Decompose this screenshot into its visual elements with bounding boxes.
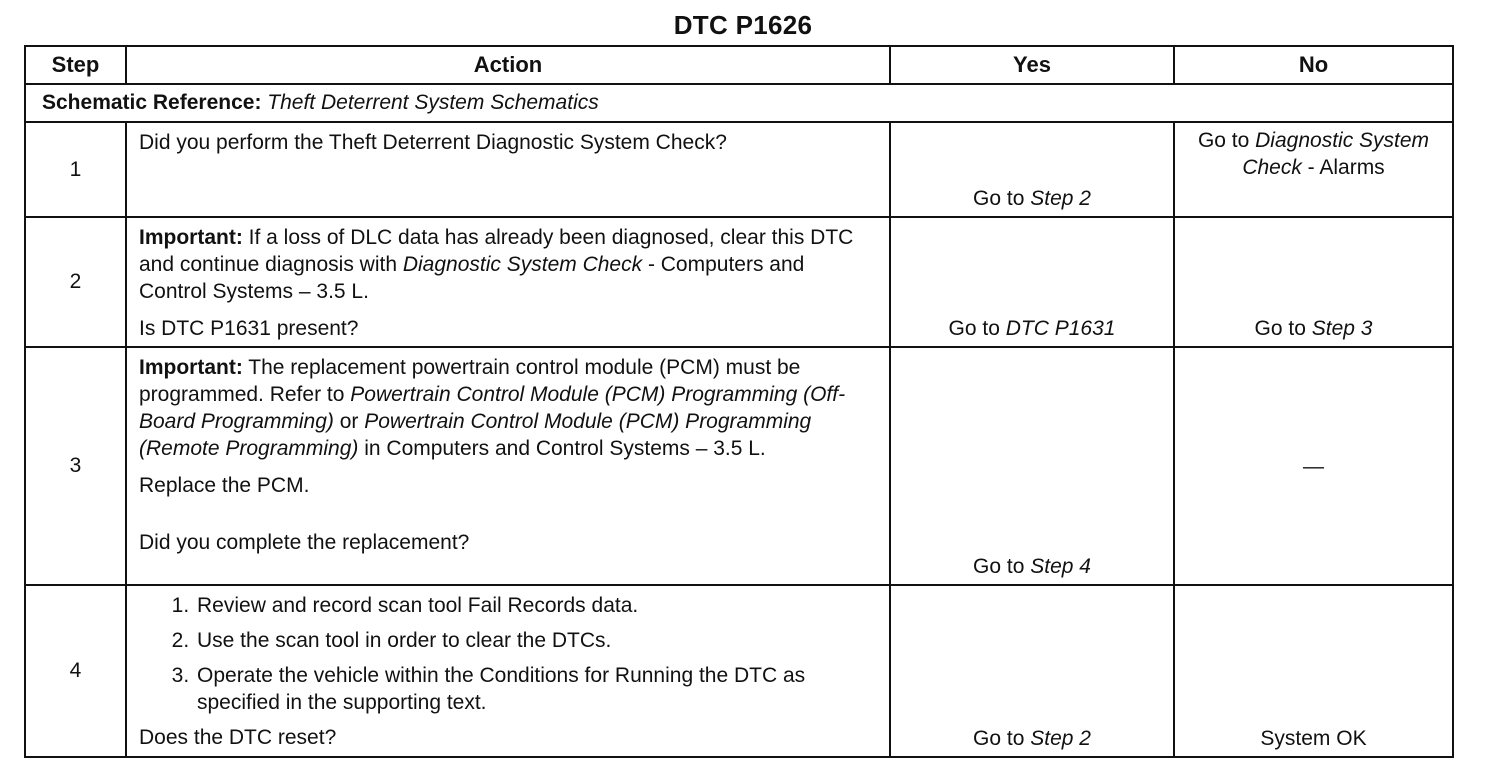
no-cell (1174, 347, 1453, 585)
question-text: Does the DTC reset? (139, 726, 337, 749)
important-link[interactable]: Diagnostic System Check (402, 253, 643, 276)
list-item: 1. Review and record scan tool Fail Records data. (195, 592, 877, 619)
no-suffix: - Alarms (1301, 156, 1385, 179)
list-item: 3. Operate the vehicle within the Conditions for Running the DTC as specified in the supporting text. (195, 662, 877, 716)
yes-link[interactable]: Step 4 (1030, 555, 1091, 578)
question-text: Did you complete the replacement? (139, 531, 470, 554)
step-number: 1 (25, 122, 126, 217)
yes-link[interactable]: Step 2 (1030, 187, 1091, 210)
schematic-label: Schematic Reference: (42, 91, 262, 114)
schematic-link[interactable]: Theft Deterrent System Schematics (267, 91, 599, 114)
no-prefix: Go to (1197, 129, 1256, 152)
action-cell (126, 122, 890, 217)
no-dash: — (1303, 454, 1324, 478)
yes-prefix: Go to (973, 555, 1031, 578)
action-cell (126, 347, 890, 585)
important-label: Important: (139, 356, 243, 379)
dtc-table (24, 45, 1454, 758)
procedure-list (139, 592, 877, 716)
table-row (25, 585, 1453, 757)
header-yes: Yes (890, 46, 1174, 84)
table-row (25, 347, 1453, 585)
step-number: 4 (25, 585, 126, 757)
schematic-row (25, 84, 1453, 122)
important-link-remote[interactable]: Powertrain Control Module (PCM) Programming (Remote Programming) (139, 410, 812, 460)
no-link[interactable]: Step 3 (1311, 317, 1373, 340)
no-cell (1174, 585, 1453, 757)
important-note (139, 354, 877, 462)
no-link[interactable]: Diagnostic System Check (1242, 129, 1430, 179)
instruction-text: Replace the PCM. (139, 474, 310, 497)
important-link-offboard[interactable]: Powertrain Control Module (PCM) Programming (Off-Board Programming) (139, 383, 846, 433)
important-text: The replacement powertrain control module (PCM) must be programmed. Refer to (139, 356, 801, 406)
important-or: or (333, 410, 365, 433)
yes-cell (890, 347, 1174, 585)
yes-prefix: Go to (973, 187, 1031, 210)
question-text: Is DTC P1631 present? (139, 317, 359, 340)
header-no: No (1174, 46, 1453, 84)
header-action: Action (126, 46, 890, 84)
yes-cell (890, 122, 1174, 217)
yes-cell (890, 217, 1174, 347)
step-number: 3 (25, 347, 126, 585)
important-text: If a loss of DLC data has already been diagnosed, clear this DTC and continue diagnosis with (139, 226, 854, 276)
no-cell (1174, 217, 1453, 347)
important-note (139, 224, 877, 305)
page-title: DTC P1626 (673, 10, 813, 40)
list-item: 2. Use the scan tool in order to clear the DTCs. (195, 627, 877, 654)
action-cell (126, 585, 890, 757)
yes-prefix: Go to (973, 727, 1031, 750)
table-row (25, 217, 1453, 347)
question-text: Did you perform the Theft Deterrent Diagnostic System Check? (139, 131, 727, 154)
important-suffix: in Computers and Control Systems – 3.5 L. (358, 437, 766, 460)
header-row (25, 46, 1453, 84)
no-prefix: Go to (1254, 317, 1312, 340)
important-label: Important: (139, 226, 243, 249)
action-cell (126, 217, 890, 347)
no-cell (1174, 122, 1453, 217)
step-number: 2 (25, 217, 126, 347)
yes-cell (890, 585, 1174, 757)
yes-link[interactable]: Step 2 (1030, 727, 1091, 750)
yes-prefix: Go to (948, 317, 1006, 340)
important-suffix: - Computers and Control Systems – 3.5 L. (139, 253, 805, 303)
no-result: System OK (1260, 727, 1367, 750)
yes-link[interactable]: DTC P1631 (1005, 317, 1116, 340)
header-step: Step (25, 46, 126, 84)
table-row (25, 122, 1453, 217)
schematic-reference (25, 84, 1453, 122)
